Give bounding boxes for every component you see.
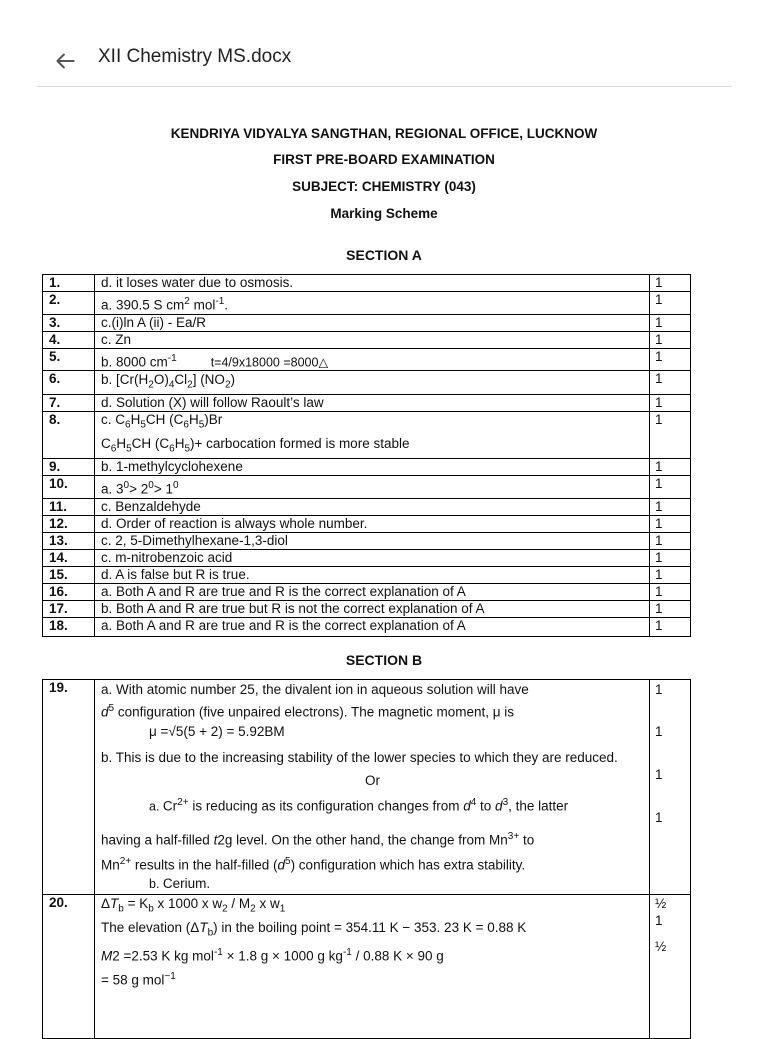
answer: c. $C_6H_5CH$ $(C_6H_5)Br$ $C_6H_5CH$ $(C_6H_5)+$ carbocation formed is more stable [95, 411, 650, 458]
marks: 1 [650, 532, 691, 549]
question-number: 6. [43, 371, 95, 395]
scheme-heading: Marking Scheme [330, 206, 438, 221]
marks: 1 [650, 394, 691, 411]
marks: ½ 1 ½ [650, 895, 691, 1039]
answer: d. Solution (X) will follow Raoult’s law [95, 394, 650, 411]
answer: $\Delta T_b = K_b$ x 1000 x $w_2 / M_2$ x $w_1$ The elevation $(\Delta T_b)$ in the boiling point = 354.11 K − 353. 23 K = 0.88 K M2 =2.53 K kg mol$^{-1}$ × 1.8 g × 1000 g $kg^{-1} / 0.88$ K × 90 g = 58 g mol$^{-1}$ [95, 895, 650, 1039]
question-number: 13. [43, 532, 95, 549]
table-row [43, 348, 691, 371]
marks: 1 [650, 331, 691, 348]
answer: d. Order of reaction is always whole number. [95, 515, 650, 532]
question-number: 1. [43, 275, 95, 292]
marks: 1 [650, 515, 691, 532]
question-number: 18. [43, 617, 95, 636]
answer: a. With atomic number 25, the divalent ion in aqueous solution will have $d^5$ configuration (five unpaired electrons). The magnetic moment, μ is μ =√5(5 + 2) = 5.92BM b. This is due to the increasing stability of the lower species to which they are reduced. Or a. $Cr^{2+}$ is reducing as its configuration changes from $d^4$ to $d^3$, the latter having a half-filled t2g level. On the other hand, the change from $Mn^{3+}$ to $Mn^{2+}$ results in the half-filled $(d^5)$ configuration which has extra stability. b. Cerium. [95, 680, 650, 895]
answer: b. 8000 $cm^{-1}$ t=4/9x18000 =8000△ [95, 348, 650, 371]
table-row [43, 680, 691, 895]
question-number: 17. [43, 600, 95, 617]
question-number: 2. [43, 292, 95, 315]
question-number: 9. [43, 459, 95, 476]
table-row [43, 292, 691, 315]
question-number: 7. [43, 394, 95, 411]
answer: d. A is false but R is true. [95, 566, 650, 583]
table-row [43, 600, 691, 617]
back-arrow-icon[interactable] [52, 48, 78, 74]
subject-heading: SUBJECT: CHEMISTRY (043) [292, 179, 476, 194]
school-heading: KENDRIYA VIDYALYA SANGTHAN, REGIONAL OFFICE, LUCKNOW [170, 126, 598, 141]
section-b-table [42, 679, 691, 1039]
answer: c. 2, 5-Dimethylhexane-1,3-diol [95, 532, 650, 549]
table-row [43, 371, 691, 395]
question-number: 8. [43, 411, 95, 458]
table-row [43, 498, 691, 515]
table-row [43, 331, 691, 348]
question-number: 5. [43, 348, 95, 371]
section-b-title: SECTION B [345, 652, 423, 668]
marks: 1 [650, 275, 691, 292]
marks: 1 [650, 371, 691, 395]
table-row [43, 549, 691, 566]
table-row [43, 515, 691, 532]
table-row [43, 275, 691, 292]
marks: 1 [650, 476, 691, 499]
answer: a. $3^0> 2^0> 1^0$ [95, 476, 650, 499]
question-number: 11. [43, 498, 95, 515]
table-row [43, 617, 691, 636]
question-number: 19. [43, 680, 95, 895]
exam-heading: FIRST PRE-BOARD EXAMINATION [273, 152, 495, 167]
calculation: t=4/9x18000 =8000△ [210, 355, 329, 369]
table-row [43, 476, 691, 499]
question-number: 12. [43, 515, 95, 532]
table-row [43, 459, 691, 476]
table-row [43, 411, 691, 458]
table-row [43, 895, 691, 1039]
table-row [43, 583, 691, 600]
answer: a. 390.5 S $cm^2$ mol$^{-1}$. [95, 292, 650, 315]
answer: c. m-nitrobenzoic acid [95, 549, 650, 566]
answer: b. Both A and R are true but R is not the correct explanation of A [95, 600, 650, 617]
marks: 1 [650, 549, 691, 566]
question-number: 14. [43, 549, 95, 566]
answer: d. it loses water due to osmosis. [95, 275, 650, 292]
marks: 1 [650, 411, 691, 458]
marks: 1 [650, 292, 691, 315]
question-number: 3. [43, 314, 95, 331]
question-number: 16. [43, 583, 95, 600]
marks: 1 [650, 459, 691, 476]
table-row [43, 314, 691, 331]
answer: a. Both A and R are true and R is the correct explanation of A [95, 617, 650, 636]
question-number: 20. [43, 895, 95, 1039]
answer: c. Benzaldehyde [95, 498, 650, 515]
answer: c.(i)ln A (ii) - Ea/R [95, 314, 650, 331]
marks: 1 [650, 348, 691, 371]
table-row [43, 394, 691, 411]
answer: c. Zn [95, 331, 650, 348]
section-a-title: SECTION A [346, 247, 422, 263]
table-row [43, 566, 691, 583]
table-row [43, 532, 691, 549]
answer: b. $[Cr(H_2O)_4Cl_2]$ $(NO_2)$ [95, 371, 650, 395]
top-bar [0, 0, 768, 86]
answer: a. Both A and R are true and R is the correct explanation of A [95, 583, 650, 600]
marks: 1 [650, 498, 691, 515]
section-a-table [42, 274, 691, 637]
marks: 1 [650, 314, 691, 331]
marks: 1 [650, 566, 691, 583]
marks: 1 [650, 617, 691, 636]
marks: 1 [650, 600, 691, 617]
question-number: 15. [43, 566, 95, 583]
marks: 1 1 1 1 [650, 680, 691, 895]
document-title: XII Chemistry MS.docx [98, 46, 292, 67]
question-number: 4. [43, 331, 95, 348]
question-number: 10. [43, 476, 95, 499]
header-divider [37, 86, 732, 87]
marks: 1 [650, 583, 691, 600]
answer: b. 1-methylcyclohexene [95, 459, 650, 476]
